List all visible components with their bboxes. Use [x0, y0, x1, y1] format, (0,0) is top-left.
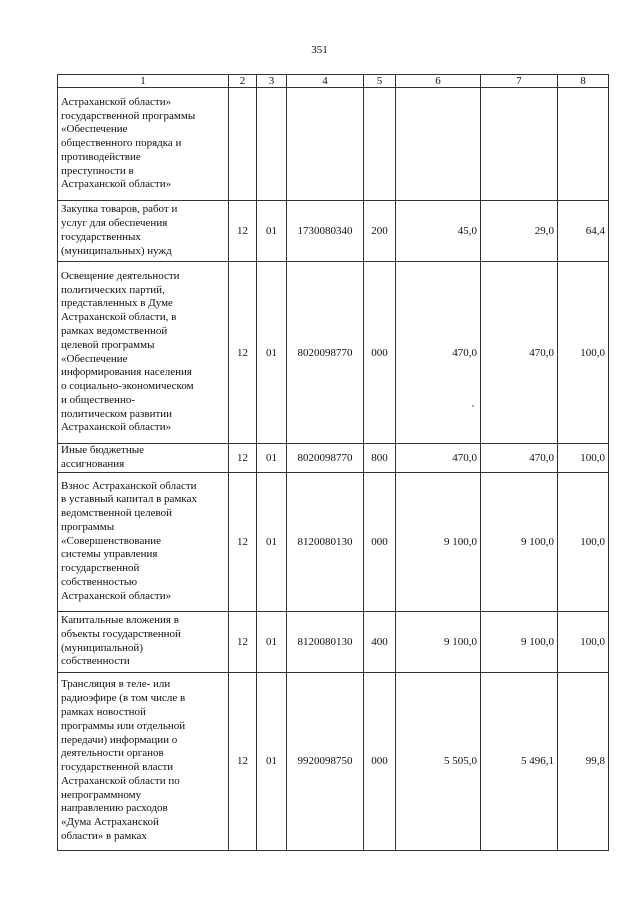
expense-type-cell [364, 88, 396, 201]
description-line: «Обеспечение [61, 123, 128, 136]
description-line: непрограммному [61, 788, 142, 801]
description-line: государственной [61, 562, 140, 575]
description-line: противодействие [61, 150, 141, 163]
target-code-cell: 1730080340 [287, 201, 364, 262]
scan-speck [472, 405, 474, 407]
column-header: 2 [229, 75, 257, 88]
table-row [58, 611, 609, 672]
actual-amount-cell: 470,0 [481, 262, 558, 444]
description-line: программы [61, 520, 115, 533]
column-header: 7 [481, 75, 558, 88]
column-header: 4 [287, 75, 364, 88]
percent-cell [558, 88, 609, 201]
actual-amount-cell [481, 88, 558, 201]
column-header: 1 [58, 75, 229, 88]
description-line: целевой программы [61, 338, 155, 351]
column-header: 5 [364, 75, 396, 88]
target-code-cell: 8020098770 [287, 262, 364, 444]
description-line: государственных [61, 231, 141, 243]
table-row [58, 88, 609, 201]
target-code-cell: 9920098750 [287, 672, 364, 850]
expense-type-cell: 000 [364, 262, 396, 444]
column-header: 6 [396, 75, 481, 88]
planned-amount-cell: 5 505,0 [396, 672, 481, 850]
description-line: Астраханской области» [61, 178, 172, 191]
actual-amount-cell: 5 496,1 [481, 672, 558, 850]
expense-type-cell: 400 [364, 611, 396, 672]
planned-amount-cell: 45,0 [396, 201, 481, 262]
percent-cell: 64,4 [558, 201, 609, 262]
description-line: представленных в Думе [61, 297, 173, 310]
percent-cell: 100,0 [558, 444, 609, 473]
percent-cell: 100,0 [558, 611, 609, 672]
section-cell: 12 [229, 201, 257, 262]
table-row [58, 472, 609, 611]
description-line: Капитальные вложения в [61, 614, 179, 626]
row-description [58, 472, 229, 611]
description-line: Освещение деятельности [61, 269, 180, 282]
description-line: государственной власти [61, 761, 174, 774]
description-line: услуг для обеспечения [61, 217, 168, 230]
subsection-cell: 01 [257, 611, 287, 672]
table-row [58, 444, 609, 473]
actual-amount-cell: 9 100,0 [481, 472, 558, 611]
section-cell: 12 [229, 444, 257, 473]
target-code-cell: 8120080130 [287, 611, 364, 672]
planned-amount-cell: 9 100,0 [396, 611, 481, 672]
description-line: политических партий, [61, 283, 165, 296]
description-line: собственности [61, 655, 130, 668]
table-row [58, 672, 609, 850]
description-line: Иные бюджетные [61, 444, 145, 456]
section-cell: 12 [229, 672, 257, 850]
target-code-cell: 8120080130 [287, 472, 364, 611]
description-line: «Совершенствование [61, 534, 161, 547]
description-line: преступности в [61, 164, 134, 177]
description-line: «Обеспечение [61, 352, 128, 365]
description-line: рамках ведомственной [61, 324, 168, 337]
description-line: области» в рамках [61, 830, 147, 843]
description-line: деятельности органов [61, 747, 164, 760]
description-line: (муниципальной) [61, 641, 143, 654]
description-line: информирования населения [61, 366, 192, 379]
planned-amount-cell: 470,0 [396, 262, 481, 444]
description-line: Астраханской области» [61, 589, 172, 602]
table-row [58, 262, 609, 444]
description-line: направлению расходов [61, 802, 168, 815]
subsection-cell: 01 [257, 262, 287, 444]
row-description [58, 201, 229, 262]
page-number: 351 [311, 44, 328, 56]
description-line: (муниципальных) нужд [61, 244, 172, 257]
description-line: системы управления [61, 548, 158, 561]
description-line: Взнос Астраханской области [61, 479, 197, 492]
percent-cell: 99,8 [558, 672, 609, 850]
description-line: общественного порядка и [61, 137, 182, 150]
section-cell: 12 [229, 262, 257, 444]
target-code-cell [287, 88, 364, 201]
row-description [58, 262, 229, 444]
description-line: «Дума Астраханской [61, 816, 159, 829]
description-line: в уставный капитал в рамках [61, 493, 197, 506]
description-line: ассигнования [61, 457, 125, 470]
description-line: Астраханской области» [61, 421, 172, 434]
description-line: рамках новостной [61, 705, 146, 718]
subsection-cell [257, 88, 287, 201]
subsection-cell: 01 [257, 472, 287, 611]
section-cell: 12 [229, 611, 257, 672]
percent-cell: 100,0 [558, 472, 609, 611]
expense-type-cell: 200 [364, 201, 396, 262]
header-row [58, 75, 609, 88]
description-line: Астраханской области» [61, 95, 172, 108]
percent-cell: 100,0 [558, 262, 609, 444]
description-line: политическом развитии [61, 407, 173, 420]
subsection-cell: 01 [257, 444, 287, 473]
column-header: 3 [257, 75, 287, 88]
subsection-cell: 01 [257, 201, 287, 262]
subsection-cell: 01 [257, 672, 287, 850]
description-line: Астраханской области, в [61, 311, 177, 324]
expense-type-cell: 000 [364, 472, 396, 611]
description-line: государственной программы [61, 109, 196, 122]
planned-amount-cell: 470,0 [396, 444, 481, 473]
description-line: ведомственной целевой [61, 507, 172, 520]
row-description [58, 672, 229, 850]
actual-amount-cell: 9 100,0 [481, 611, 558, 672]
description-line: Закупка товаров, работ и [61, 203, 178, 216]
row-description [58, 444, 229, 473]
table-row [58, 201, 609, 262]
section-cell: 12 [229, 472, 257, 611]
planned-amount-cell: 9 100,0 [396, 472, 481, 611]
description-line: объекты государственной [61, 627, 181, 640]
target-code-cell: 8020098770 [287, 444, 364, 473]
row-description [58, 88, 229, 201]
expense-type-cell: 800 [364, 444, 396, 473]
description-line: собственностью [61, 576, 138, 589]
expense-type-cell: 000 [364, 672, 396, 850]
column-header: 8 [558, 75, 609, 88]
description-line: Астраханской области по [61, 774, 180, 787]
description-line: Трансляция в теле- или [61, 678, 171, 691]
section-cell [229, 88, 257, 201]
planned-amount-cell [396, 88, 481, 201]
budget-table [57, 74, 609, 851]
description-line: программы или отдельной [61, 719, 186, 732]
description-line: и общественно- [61, 393, 135, 406]
actual-amount-cell: 29,0 [481, 201, 558, 262]
description-line: радиоэфире (в том числе в [61, 692, 186, 705]
actual-amount-cell: 470,0 [481, 444, 558, 473]
description-line: передачи) информации о [61, 733, 178, 746]
row-description [58, 611, 229, 672]
description-line: о социально-экономическом [61, 380, 194, 393]
